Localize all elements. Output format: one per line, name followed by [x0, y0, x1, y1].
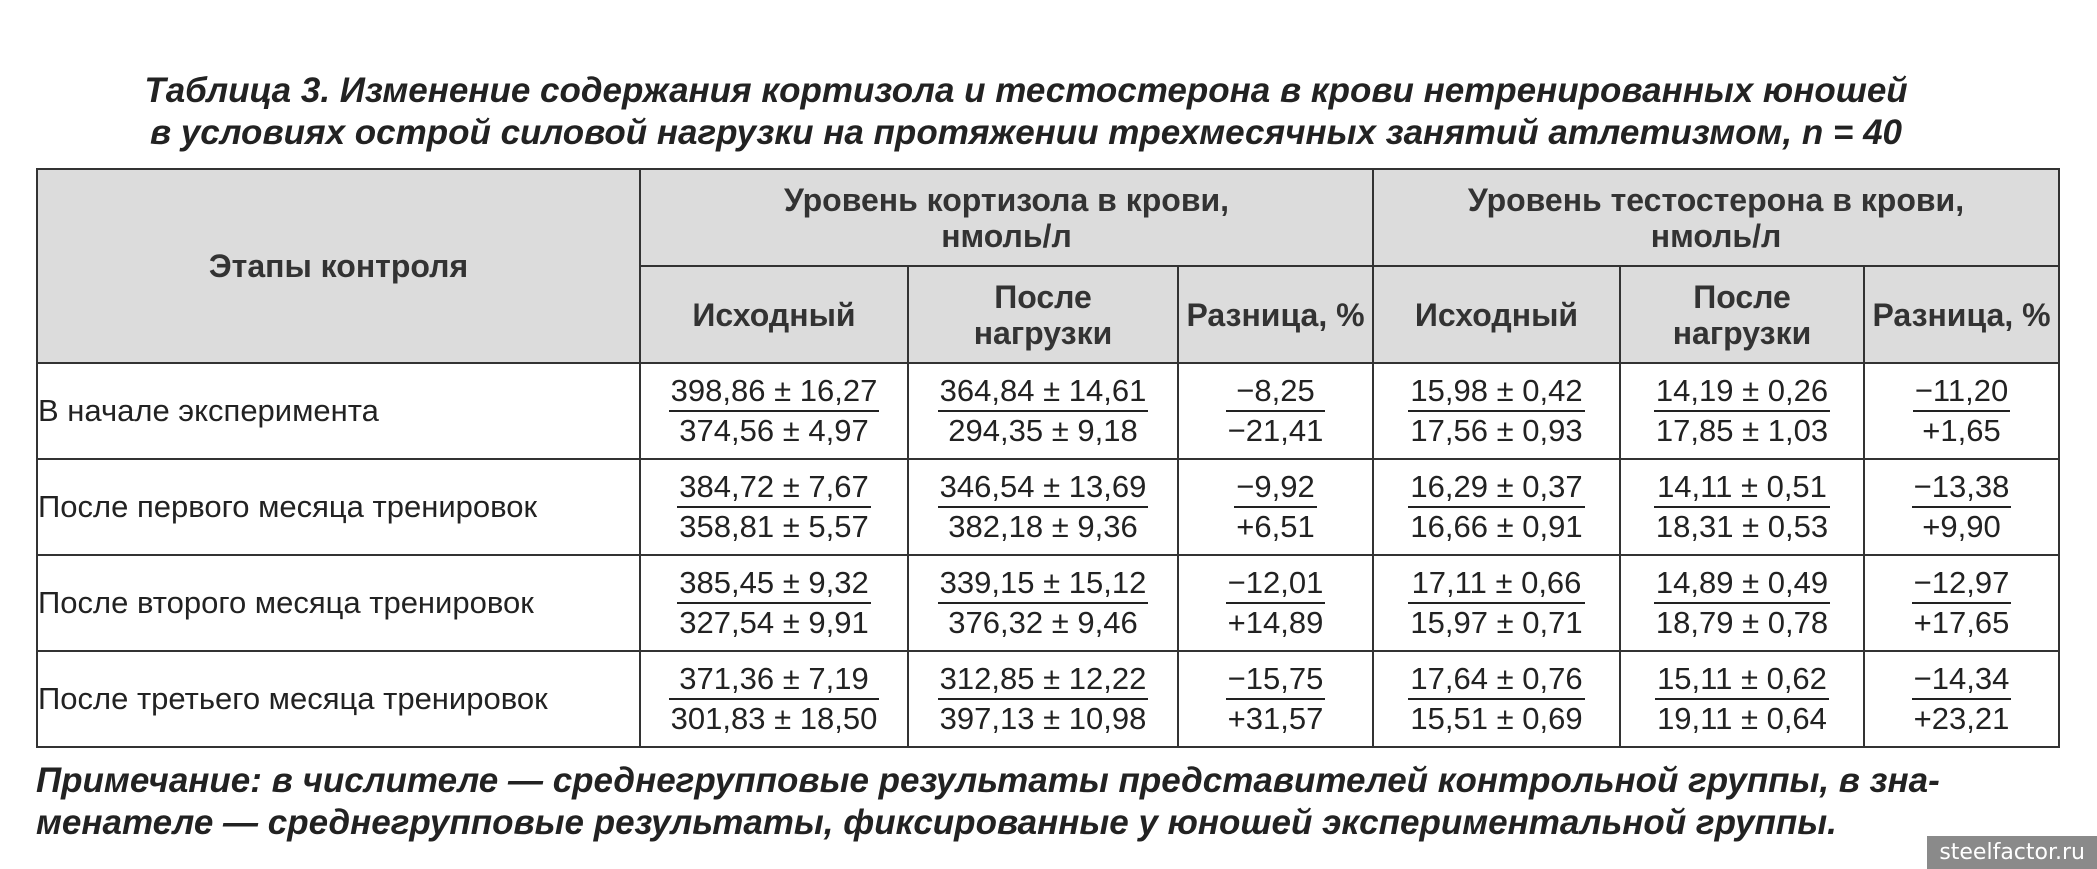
denominator-experimental-group: 17,85 ± 1,03 [1655, 413, 1829, 448]
data-table [36, 168, 2060, 748]
value-cell [908, 555, 1178, 651]
value-cell [1178, 651, 1373, 747]
numerator-control-group: −15,75 [1226, 660, 1326, 700]
value-cell [640, 651, 908, 747]
denominator-experimental-group: +23,21 [1913, 701, 2010, 736]
fraction [938, 468, 1149, 546]
fraction [1226, 372, 1326, 450]
denominator-experimental-group: 397,13 ± 10,98 [939, 701, 1147, 736]
fraction [1654, 468, 1830, 546]
denominator-experimental-group: 17,56 ± 0,93 [1410, 413, 1583, 448]
value-cell [640, 363, 908, 459]
stage-cell: В начале эксперимента [37, 363, 640, 459]
table-caption [36, 70, 2016, 154]
denominator-experimental-group: 374,56 ± 4,97 [679, 413, 869, 448]
numerator-control-group: 371,36 ± 7,19 [669, 660, 880, 700]
denominator-experimental-group: 18,79 ± 0,78 [1655, 605, 1829, 640]
denominator-experimental-group: +6,51 [1236, 509, 1315, 544]
value-cell [1864, 459, 2059, 555]
numerator-control-group: 398,86 ± 16,27 [669, 372, 880, 412]
value-cell [908, 363, 1178, 459]
fraction [1654, 372, 1830, 450]
denominator-experimental-group: 327,54 ± 9,91 [679, 605, 869, 640]
denominator-experimental-group: +31,57 [1227, 701, 1324, 736]
fraction [1654, 564, 1830, 642]
denominator-experimental-group: −21,41 [1227, 413, 1324, 448]
value-cell [1864, 555, 2059, 651]
denominator-experimental-group: +17,65 [1913, 605, 2010, 640]
fraction [1408, 564, 1584, 642]
numerator-control-group: −14,34 [1912, 660, 2012, 700]
denominator-experimental-group: 16,66 ± 0,91 [1410, 509, 1583, 544]
stage-cell: После первого месяца тренировок [37, 459, 640, 555]
value-cell [1864, 651, 2059, 747]
numerator-control-group: 385,45 ± 9,32 [677, 564, 870, 604]
numerator-control-group: 14,11 ± 0,51 [1654, 468, 1830, 508]
numerator-control-group: −12,97 [1912, 564, 2012, 604]
fraction [677, 564, 870, 642]
table-row [37, 459, 2059, 555]
fraction [669, 660, 880, 738]
cortisol-header: Уровень кортизола в крови, нмоль/л [640, 169, 1373, 266]
testosterone-header: Уровень тестостерона в крови, нмоль/л [1373, 169, 2059, 266]
numerator-control-group: 364,84 ± 14,61 [938, 372, 1149, 412]
value-cell [1620, 651, 1864, 747]
numerator-control-group: 312,85 ± 12,22 [938, 660, 1149, 700]
fraction [1655, 660, 1829, 738]
fraction [677, 468, 870, 546]
value-cell [908, 651, 1178, 747]
numerator-control-group: −11,20 [1913, 372, 2010, 412]
numerator-control-group: −12,01 [1226, 564, 1326, 604]
numerator-control-group: 15,11 ± 0,62 [1655, 660, 1829, 700]
value-cell [1373, 363, 1620, 459]
value-cell [1373, 459, 1620, 555]
testosterone-diff-header: Разница, % [1864, 266, 2059, 363]
cortisol-after-header: После нагрузки [908, 266, 1178, 363]
denominator-experimental-group: 376,32 ± 9,46 [948, 605, 1138, 640]
fraction [938, 564, 1149, 642]
denominator-experimental-group: +1,65 [1922, 413, 2001, 448]
numerator-control-group: 346,54 ± 13,69 [938, 468, 1149, 508]
fraction [1234, 468, 1316, 546]
fraction [1913, 372, 2010, 450]
fraction [1226, 564, 1326, 642]
fraction [1912, 468, 2012, 546]
fraction [1408, 468, 1584, 546]
testosterone-initial-header: Исходный [1373, 266, 1620, 363]
denominator-experimental-group: +14,89 [1227, 605, 1324, 640]
stage-cell: После второго месяца тренировок [37, 555, 640, 651]
note-line-1: Примечание: в числителе — среднегрупповые результаты представителей контрольной группы, в зна- [36, 761, 1940, 800]
fraction [938, 372, 1149, 450]
fraction [1912, 564, 2012, 642]
value-cell [1864, 363, 2059, 459]
denominator-experimental-group: +9,90 [1922, 509, 2001, 544]
testosterone-after-header: После нагрузки [1620, 266, 1864, 363]
fraction [1408, 372, 1584, 450]
numerator-control-group: −8,25 [1226, 372, 1326, 412]
value-cell [640, 555, 908, 651]
value-cell [1178, 363, 1373, 459]
denominator-experimental-group: 294,35 ± 9,18 [948, 413, 1138, 448]
denominator-experimental-group: 301,83 ± 18,50 [670, 701, 878, 736]
table-note [36, 760, 2046, 844]
denominator-experimental-group: 18,31 ± 0,53 [1655, 509, 1829, 544]
value-cell [1373, 555, 1620, 651]
value-cell [1620, 459, 1864, 555]
numerator-control-group: 14,89 ± 0,49 [1654, 564, 1830, 604]
numerator-control-group: −13,38 [1912, 468, 2012, 508]
cortisol-initial-header: Исходный [640, 266, 908, 363]
fraction [1226, 660, 1326, 738]
numerator-control-group: −9,92 [1234, 468, 1316, 508]
table-row [37, 363, 2059, 459]
numerator-control-group: 17,11 ± 0,66 [1408, 564, 1584, 604]
fraction [938, 660, 1149, 738]
table-row [37, 651, 2059, 747]
value-cell [640, 459, 908, 555]
value-cell [1620, 555, 1864, 651]
denominator-experimental-group: 382,18 ± 9,36 [948, 509, 1138, 544]
numerator-control-group: 384,72 ± 7,67 [677, 468, 870, 508]
value-cell [1178, 459, 1373, 555]
fraction [669, 372, 880, 450]
numerator-control-group: 15,98 ± 0,42 [1408, 372, 1584, 412]
value-cell [908, 459, 1178, 555]
caption-line-1: Таблица 3. Изменение содержания кортизола и тестостерона в крови нетренированных юношей [144, 71, 1908, 110]
fraction [1408, 660, 1584, 738]
header-row-1 [37, 169, 2059, 266]
value-cell [1373, 651, 1620, 747]
cortisol-diff-header: Разница, % [1178, 266, 1373, 363]
numerator-control-group: 16,29 ± 0,37 [1408, 468, 1584, 508]
numerator-control-group: 14,19 ± 0,26 [1654, 372, 1830, 412]
denominator-experimental-group: 15,51 ± 0,69 [1410, 701, 1583, 736]
stage-header: Этапы контроля [37, 169, 640, 363]
table-row [37, 555, 2059, 651]
value-cell [1178, 555, 1373, 651]
note-line-2: менателе — среднегрупповые результаты, фиксированные у юношей экспериментальной группы. [36, 803, 1837, 842]
fraction [1912, 660, 2012, 738]
value-cell [1620, 363, 1864, 459]
caption-line-2: в условиях острой силовой нагрузки на протяжении трехмесячных занятий атлетизмом, n = 40 [149, 113, 1903, 152]
denominator-experimental-group: 19,11 ± 0,64 [1657, 701, 1827, 736]
stage-cell: После третьего месяца тренировок [37, 651, 640, 747]
numerator-control-group: 339,15 ± 15,12 [938, 564, 1149, 604]
denominator-experimental-group: 15,97 ± 0,71 [1410, 605, 1583, 640]
denominator-experimental-group: 358,81 ± 5,57 [679, 509, 869, 544]
numerator-control-group: 17,64 ± 0,76 [1408, 660, 1584, 700]
watermark: steelfactor.ru [1927, 836, 2097, 869]
